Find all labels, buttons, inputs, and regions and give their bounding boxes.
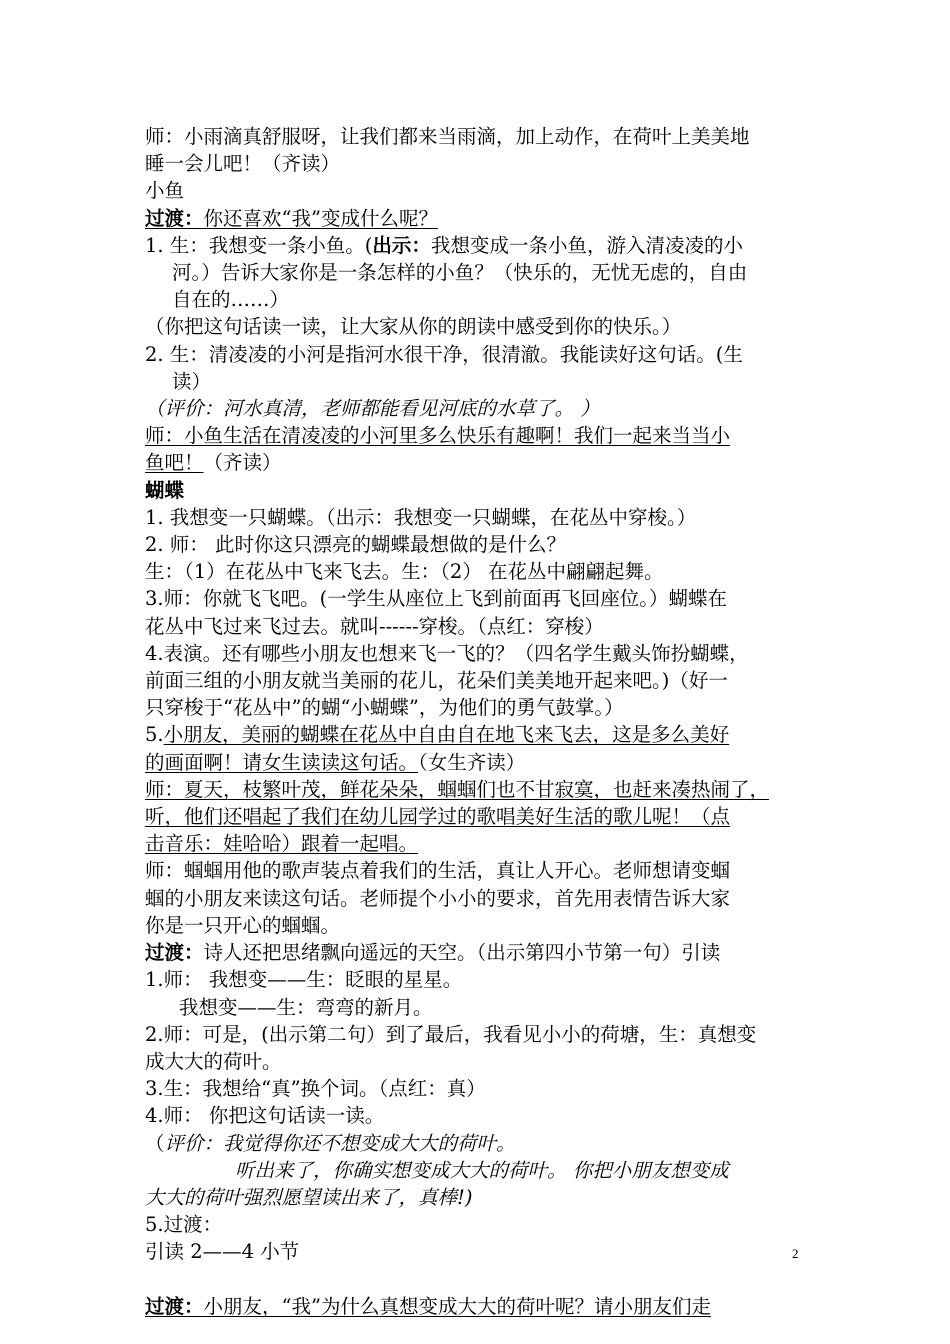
text-line: 5.过渡：: [145, 1213, 223, 1237]
page-number: 2: [792, 1246, 799, 1261]
text-line: 读）: [172, 369, 212, 393]
text-line: 引读 2——4 小节: [145, 1240, 300, 1264]
text-line: 4.师： 你把这句话读一读。: [145, 1104, 385, 1128]
text-line: 师：蝈蝈用他的歌声装点着我们的生活，真让人开心。老师想请变蝈: [145, 859, 731, 883]
transition-line: 过渡：你还喜欢“我”变成什么呢？: [145, 206, 438, 230]
evaluation-line: （评价：河水真清，老师都能看见河底的水草了。 ）: [145, 397, 600, 421]
transition-line: 过渡：诗人还把思绪飘向遥远的天空。（出示第四小节第一句）引读: [145, 941, 721, 965]
text-line: 2. 师： 此时你这只漂亮的蝴蝶最想做的是什么？: [145, 533, 567, 557]
blank-line: [145, 1266, 815, 1293]
text-line: 击音乐：娃哈哈）跟着一起唱。: [145, 832, 419, 856]
text-line: 花丛中飞过来飞过去。就叫------穿梭。（点红：穿梭）: [145, 614, 604, 638]
text-line: 5.小朋友，美丽的蝴蝶在花丛中自由自在地飞来飞去，这是多么美好: [145, 723, 730, 747]
text-line: 2. 生：清凌凌的小河是指河水很干净，很清澈。我能读好这句话。(生: [145, 342, 743, 366]
text-line: 4.表演。还有哪些小朋友也想来飞一飞的？（四名学生戴头饰扮蝴蝶，: [145, 641, 749, 665]
evaluation-line: 听出来了，你确实想变成大大的荷叶。 你把小朋友想变成: [235, 1158, 729, 1182]
text-line: 师：小鱼生活在清凌凌的小河里多么快乐有趣啊！我们一起来当当小: [145, 424, 731, 448]
text-line: 你是一只开心的蝈蝈。: [145, 913, 341, 937]
text-line: 生：（1）在花丛中飞来飞去。生：（2） 在花丛中翩翩起舞。: [145, 560, 664, 584]
text-line: 蝈的小朋友来读这句话。老师提个小小的要求，首先用表情告诉大家: [145, 886, 731, 910]
evaluation-line: （评价：我觉得你还不想变成大大的荷叶。: [145, 1131, 516, 1155]
text-line: 1. 生：我想变一条小鱼。(出示：我想变成一条小鱼，游入清凌凌的小: [145, 233, 743, 257]
text-line: 只穿梭于“花丛中”的蝴“小蝴蝶”，为他们的勇气鼓掌。）: [145, 696, 624, 720]
text-line: 听，他们还唱起了我们在幼儿园学过的歌唱美好生活的歌儿呢！（点: [145, 805, 731, 829]
transition-line: 过渡：小朋友，“我”为什么真想变成大大的荷叶呢？请小朋友们走: [145, 1294, 711, 1318]
text-line: （你把这句话读一读，让大家从你的朗读中感受到你的快乐。）: [145, 315, 682, 339]
text-line: 鱼吧！（齐读）: [145, 451, 282, 475]
text-line: 河。）告诉大家你是一条怎样的小鱼？（快乐的，无忧无虑的，自由: [172, 261, 748, 285]
text-line: 的画面啊！请女生读读这句话。（女生齐读）: [145, 750, 526, 774]
text-line: 3.师：你就飞飞吧。(一学生从座位上飞到前面再飞回座位。）蝴蝶在: [145, 587, 727, 611]
section-heading-butterfly: 蝴蝶: [145, 478, 185, 502]
text-line: 我想变——生：弯弯的新月。: [179, 995, 433, 1019]
transition-label: 过渡：: [145, 1294, 204, 1318]
section-heading-fish: 小鱼: [145, 179, 185, 203]
show-label: 出示：: [372, 233, 431, 257]
text-line: 3.生：我想给“真”换个词。（点红：真）: [145, 1077, 486, 1101]
lesson-text: [145, 123, 815, 1320]
text-line: 师：小雨滴真舒服呀，让我们都来当雨滴，加上动作，在荷叶上美美地: [145, 125, 750, 148]
text-line: 睡一会儿吧！（齐读）: [145, 152, 341, 176]
text-line: 前面三组的小朋友就当美丽的花儿，花朵们美美地开起来吧。)（好一: [145, 669, 728, 693]
evaluation-line: 大大的荷叶强烈愿望读出来了，真棒!): [145, 1185, 473, 1209]
text-line: 1. 我想变一只蝴蝶。（出示：我想变一只蝴蝶，在花丛中穿梭。）: [145, 505, 697, 529]
text-line: 自在的……）: [172, 288, 290, 312]
text-line: 2.师：可是，(出示第二句）到了最后，我看见小小的荷塘，生：真想变: [145, 1022, 757, 1046]
text-line: 1.师： 我想变——生：眨眼的星星。: [145, 968, 463, 992]
text-line: 师：夏天，枝繁叶茂，鲜花朵朵，蝈蝈们也不甘寂寞，也赶来凑热闹了，: [145, 777, 770, 801]
transition-label: 过渡：: [145, 206, 204, 230]
text-line: 成大大的荷叶。: [145, 1049, 282, 1073]
transition-label: 过渡：: [145, 941, 204, 965]
